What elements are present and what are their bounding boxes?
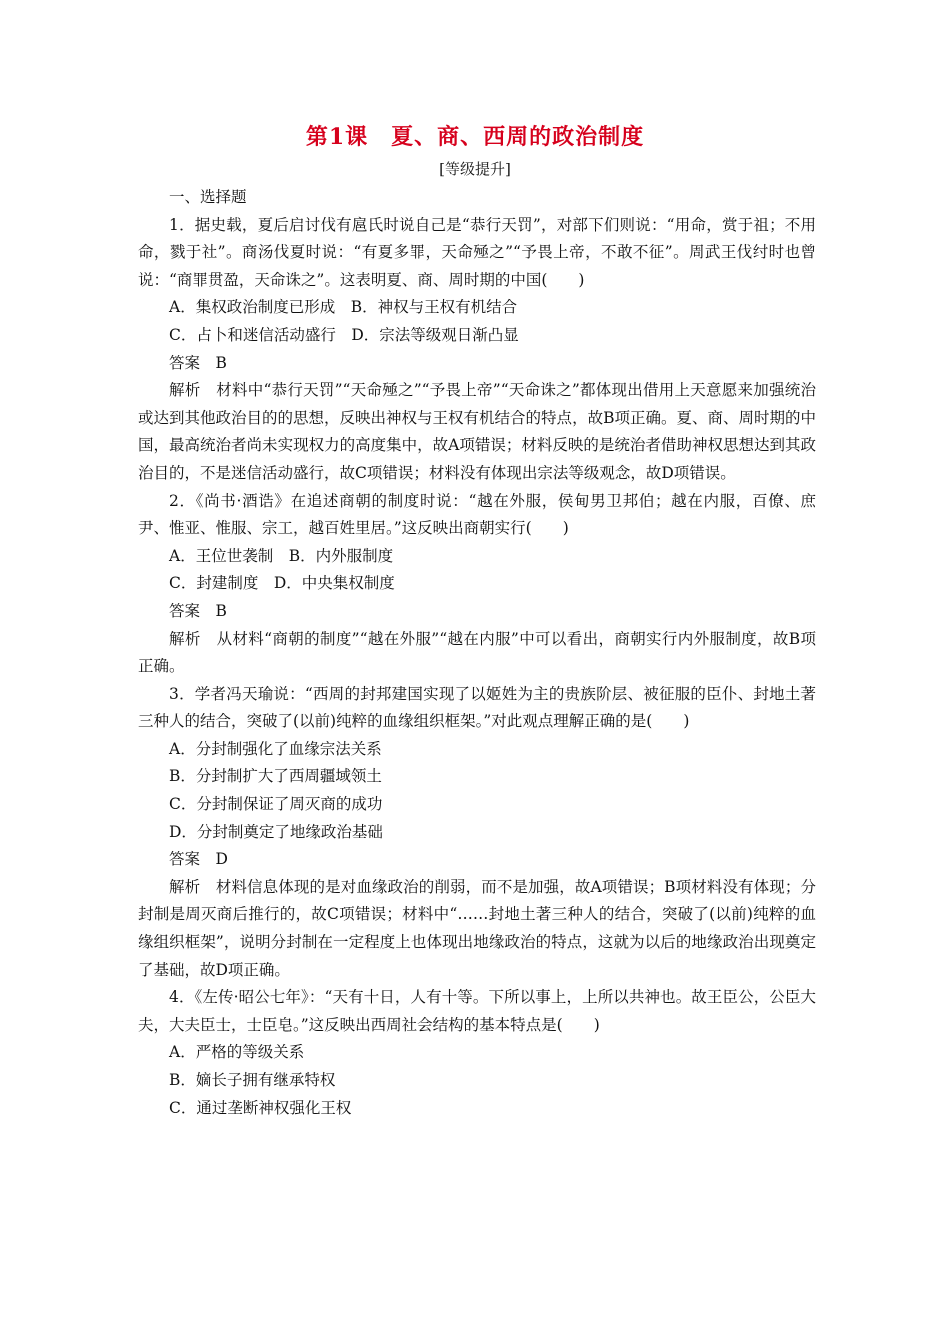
option-line: C．分封制保证了周灭商的成功 [169,795,383,814]
option-line: A．王位世袭制 B．内外服制度 [169,546,394,565]
analysis-paragraph: 解析 材料中“恭行天罚”“天命殛之”“予畏上帝”“天命诛之”都体现出借用上天意愿来加强统治或达到其他政治目的的思想，反映出神权与王权有机结合的特点，故B项正确。夏、商、周时期的中国，最高统治者尚未实现权力的高度集中，故A项错误；材料反映的是统治者借助神权思想达到其政治目的，不是迷信活动盛行，故C项错误；材料没有体现出宗法等级观念，故D项错误。 [138,381,816,482]
analysis-paragraph: 解析 从材料“商朝的制度”“越在外服”“越在内服”中可以看出，商朝实行内外服制度，故B项正确。 [138,629,816,676]
option-line: A．集权政治制度已形成 B．神权与王权有机结合 [169,298,518,317]
option-line: C．通过垄断神权强化王权 [169,1098,352,1117]
analysis-paragraph: 解析 材料信息体现的是对血缘政治的削弱，而不是加强，故A项错误；B项材料没有体现；分封制是周灭商后推行的，故C项错误；材料中“……封地土著三种人的结合，突破了(以前)纯粹的血缘组织框架”，说明分封制在一定程度上也体现出地缘政治的特点，这就为以后的地缘政治出现奠定了基础，故D项正确。 [138,877,816,979]
option-line: C．占卜和迷信活动盛行 D．宗法等级观日渐凸显 [169,325,519,344]
answer-line: 答案 B [169,353,227,372]
answer-line: 答案 D [169,850,228,869]
option-line: C．封建制度 D．中央集权制度 [169,574,395,593]
question-stem: 4．《左传·昭公七年》：“天有十日，人有十等。下所以事上，上所以共神也。故王臣公，公臣大夫，大夫臣士，士臣皂。”这反映出西周社会结构的基本特点是( ) [138,988,816,1034]
question-stem: 1．据史载，夏后启讨伐有扈氏时说自己是“恭行天罚”，对部下们则说：“用命，赏于祖；不用命，戮于社”。商汤伐夏时说：“有夏多罪，天命殛之”“予畏上帝，不敢不征”。周武王伐纣时也曾说：“商罪贯盈，天命诛之”。这表明夏、商、周时期的中国( ) [138,215,816,289]
option-line: A．分封制强化了血缘宗法关系 [169,739,382,758]
option-line: B．分封制扩大了西周疆域领土 [169,767,382,786]
section-heading: 一、选择题 [169,188,247,206]
question-stem: 3．学者冯天瑜说：“西周的封邦建国实现了以姬姓为主的贵族阶层、被征服的臣仆、封地土著三种人的结合，突破了(以前)纯粹的血缘组织框架。”对此观点理解正确的是( ) [138,684,816,731]
document-body [138,184,816,1122]
answer-line: 答案 B [169,601,227,620]
option-line: D．分封制奠定了地缘政治基础 [169,822,383,841]
option-line: A．严格的等级关系 [169,1043,305,1062]
level-subtitle: [等级提升] [439,160,511,178]
lesson-title: 第1课 夏、商、西周的政治制度 [305,124,645,150]
question-stem: 2．《尚书·酒诰》在追述商朝的制度时说：“越在外服，侯甸男卫邦伯；越在内服，百僚、庶尹、惟亚、惟服、宗工，越百姓里居。”这反映出商朝实行( ) [138,491,816,538]
option-line: B．嫡长子拥有继承特权 [169,1071,336,1089]
